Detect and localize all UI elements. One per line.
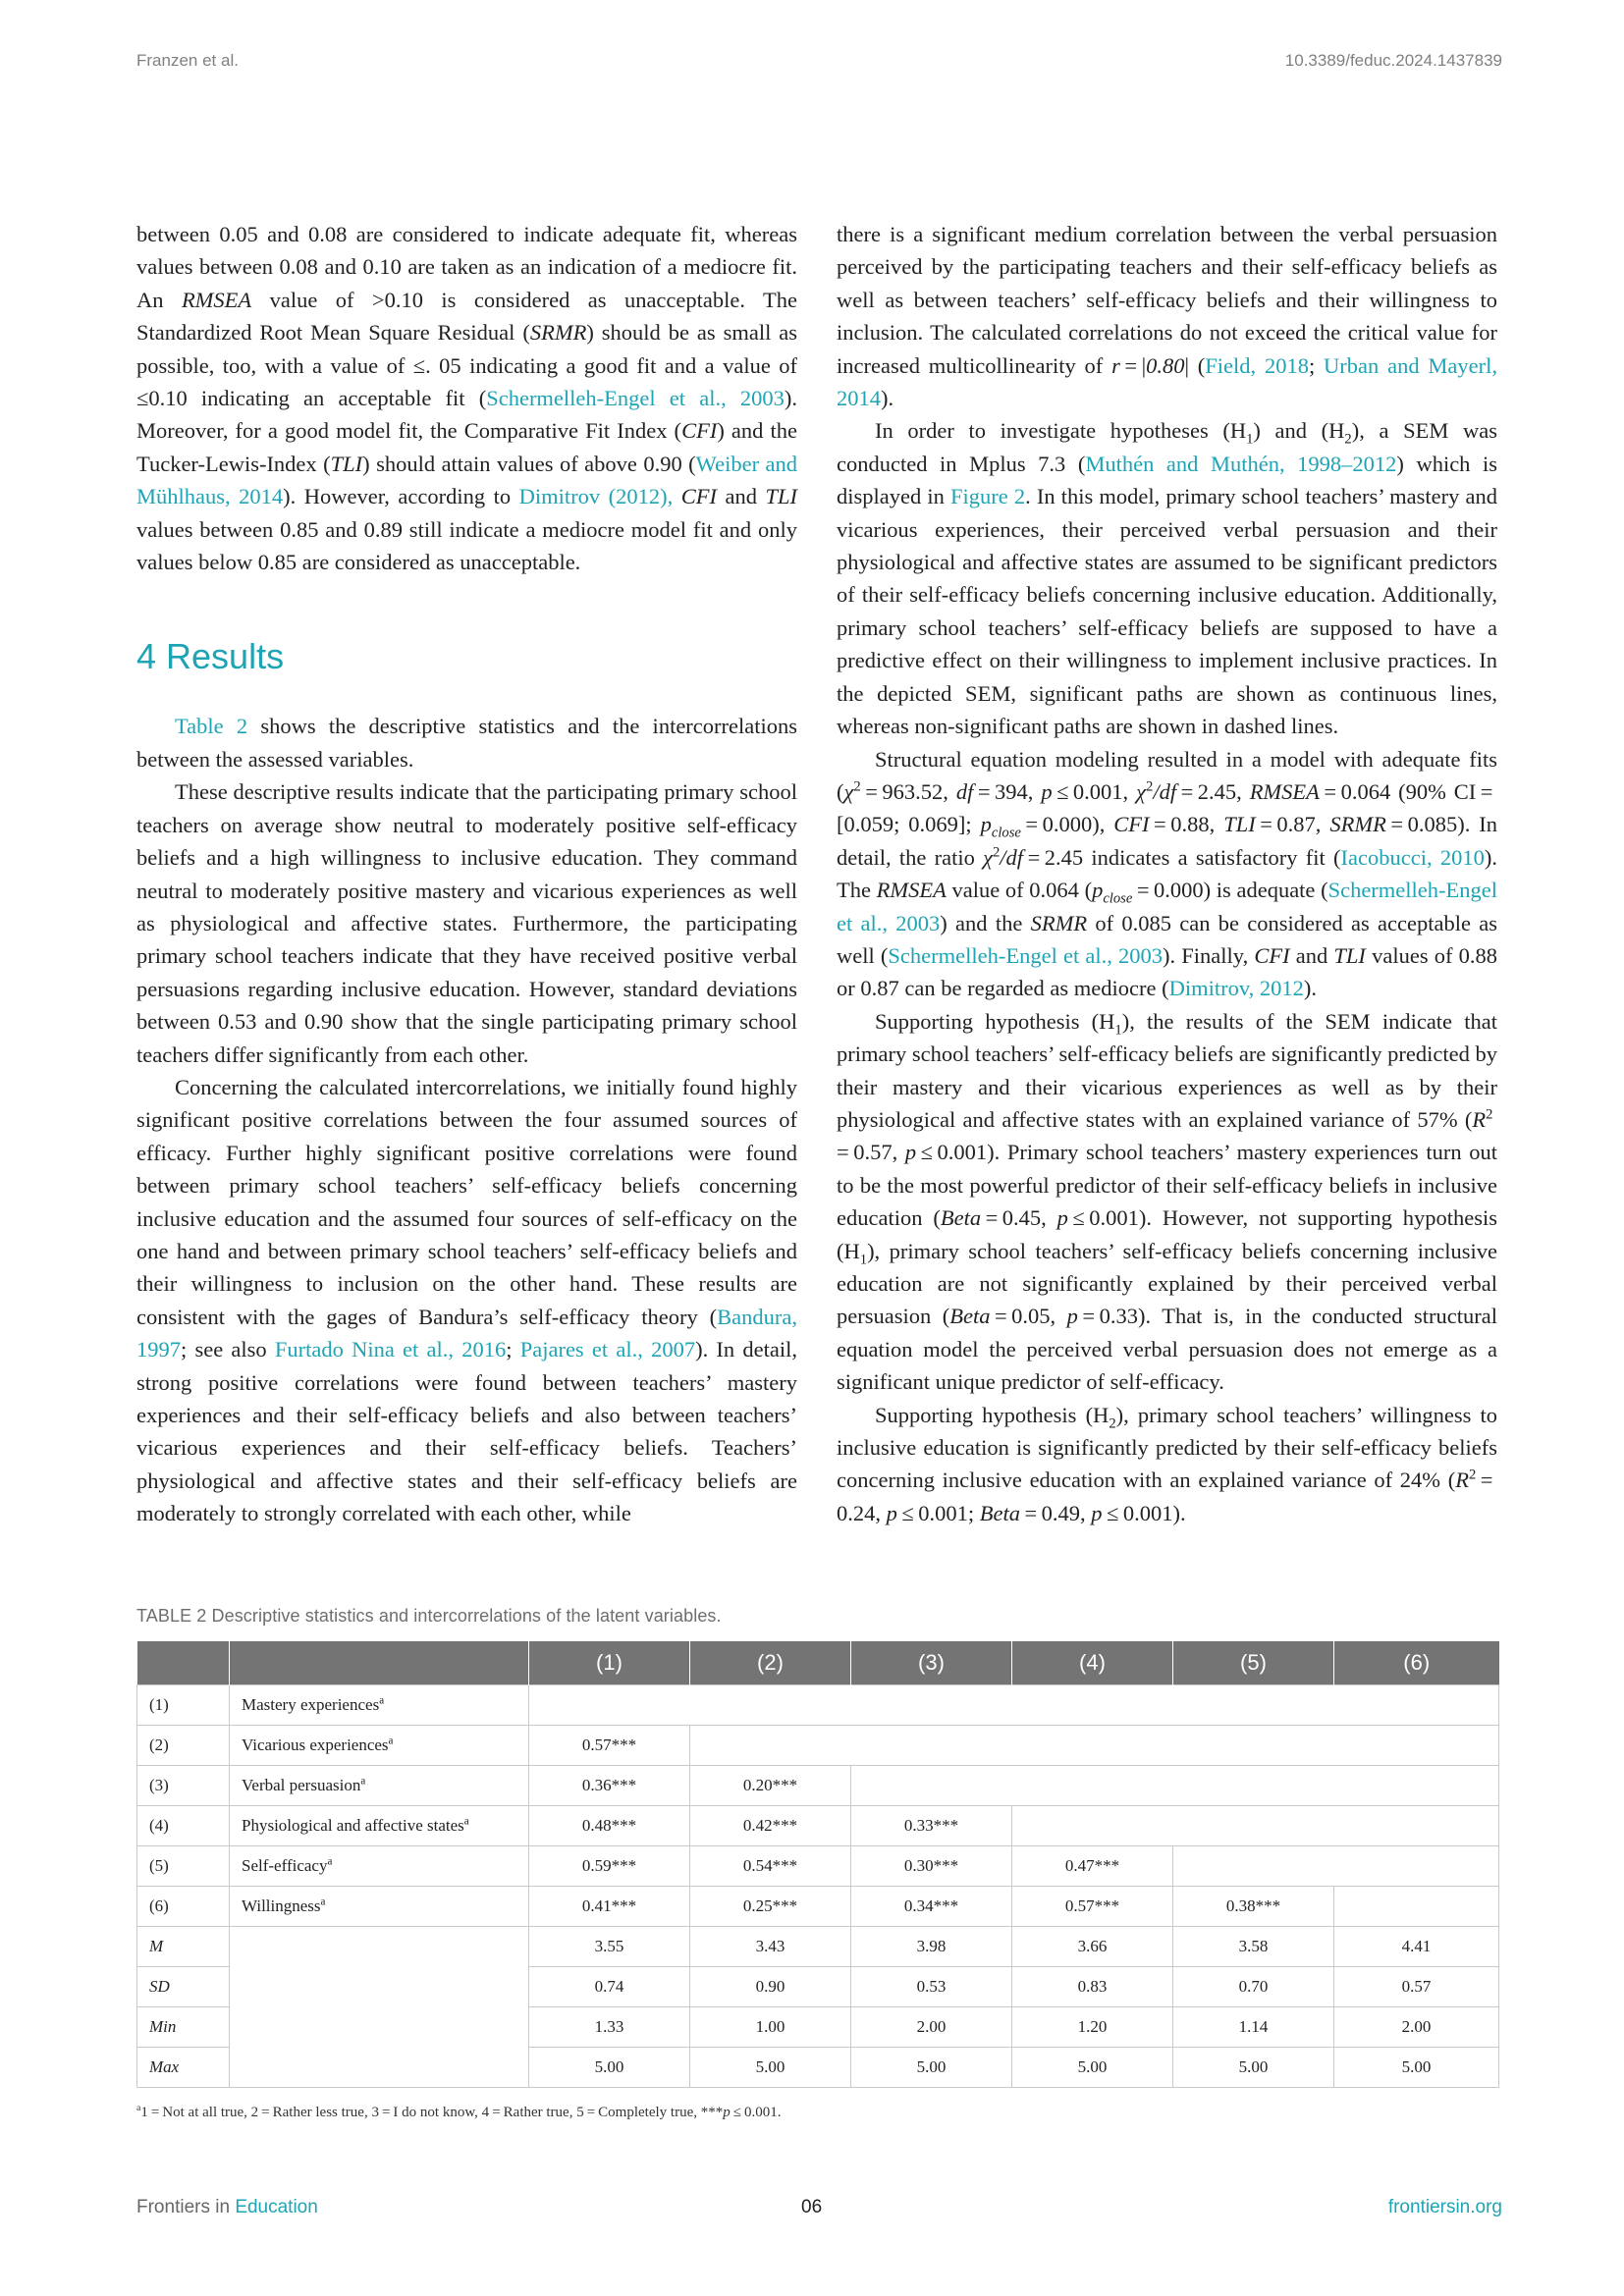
correlation-cell: 0.57*** (1012, 1887, 1173, 1927)
journal-link[interactable]: Education (235, 2197, 318, 2217)
row-number: (6) (137, 1887, 230, 1927)
paragraph: Concerning the calculated intercorrelations, we initially found highly significant positive correlations between the four assumed sources of efficacy. Further highly significant positive correlations were found between primary school teachers’ self-efficacy beliefs concerning inclusive education and the assumed four sources of self-efficacy on the one hand and between primary school teachers’ self-efficacy beliefs and their willingness to inclusion on the other hand. These results are consistent with the gages of Bandura’s self-efficacy theory (Bandura, 1997; see also Furtado Nina et al., 2016; Pajares et al., 2007). In detail, strong positive correlations were found between teachers’ mastery experiences and their self-efficacy beliefs and also between teachers’ vicarious experiences and their self-efficacy beliefs. Teachers’ physiological and affective states and their self-efficacy beliefs are moderately to strongly correlated with each other, while (136, 1074, 797, 1526)
stat-cell: 0.57 (1334, 1967, 1499, 2007)
paragraph: Table 2 shows the descriptive statistics and the intercorrelations between the assessed variables. (136, 714, 797, 772)
citation-link[interactable]: Furtado Nina et al., 2016 (274, 1337, 507, 1362)
table-header-cell: (5) (1173, 1641, 1334, 1685)
figure-reference-link[interactable]: Figure 2 (949, 484, 1026, 509)
table-row (137, 1927, 1499, 1967)
table-header-cell: (6) (1334, 1641, 1499, 1685)
stat-cell: 5.00 (1012, 2048, 1173, 2088)
paragraph: between 0.05 and 0.08 are considered to indicate adequate fit, whereas values between 0.08 and 0.10 are taken as an indication of a mediocre fit. An RMSEA value of >0.10 is considered as unacceptable. The Standardized Root Mean Square Residual (SRMR) should be as small as possible, too, with a value of ≤. 05 indicating a good fit and a value of ≤0.10 indicating an acceptable fit (Schermelleh-Engel et al., 2003). Moreover, for a good model fit, the Comparative Fit Index (CFI) and the Tucker-Lewis-Index (TLI) should attain values of above 0.90 (Weiber and Mühlhaus, 2014). However, according to Dimitrov (2012), CFI and TLI values between 0.85 and 0.89 still indicate a mediocre model fit and only values below 0.85 are considered as unacceptable. (136, 222, 798, 575)
stat-cell: 2.00 (1334, 2007, 1499, 2048)
stat-cell: 5.00 (529, 2048, 690, 2088)
stat-cell: 1.33 (529, 2007, 690, 2048)
stat-cell: 3.43 (690, 1927, 851, 1967)
row-number: (5) (137, 1846, 230, 1887)
stat-label: Min (137, 2007, 230, 2048)
empty-cell (1334, 1887, 1499, 1927)
section-heading: 4 Results (136, 636, 285, 677)
stat-cell: 4.41 (1334, 1927, 1499, 1967)
stat-cell: 0.70 (1173, 1967, 1334, 2007)
stat-cell: 5.00 (690, 2048, 851, 2088)
row-label: Mastery experiences$^a$ (230, 1685, 529, 1726)
paragraph: In order to investigate hypotheses $(H_1)$ and $(H_2)$, a SEM was conducted in Mplus 7.3 (Muthén and Muthén, 1998–2012) which is displayed in Figure 2. In this model, primary school teachers’ mastery and vicarious experiences, their perceived verbal persuasion and their physiological and affective states are assumed to be significant predictors of their self-efficacy beliefs concerning inclusive education. Additionally, primary school teachers’ self-efficacy beliefs are supposed to have a predictive effect on their willingness to implement inclusive practices. In the depicted SEM, significant paths are shown as continuous lines, whereas non-significant paths are shown in dashed lines. (837, 418, 1498, 739)
page-number: 06 (801, 2197, 823, 2217)
correlation-cell: 0.36*** (529, 1766, 690, 1806)
site-link[interactable]: frontiersin.org (1387, 2197, 1502, 2217)
stat-cell: 5.00 (1334, 2048, 1499, 2088)
paragraph: Structural equation modeling resulted in a model with adequate fits ($\chi^2 = 963.52$, df = 394, p ≤ 0.001, $\chi^2/df = 2.45$, RMSEA = 0.064 (90% CI = [0.059; 0.069]; $p_{close} = 0.000$), CFI = 0.88, TLI = 0.87, SRMR = 0.085). In detail, the ratio $\chi^2/df = 2.45$ indicates a satisfactory fit (Iacobucci, 2010). The RMSEA value of 0.064 $(p_{close} = 0.000)$ is adequate (Schermelleh-Engel et al., 2003) and the SRMR of 0.085 can be considered as acceptable as well (Schermelleh-Engel et al., 2003). Finally, CFI and TLI values of 0.88 or 0.87 can be regarded as mediocre (Dimitrov, 2012). (837, 746, 1498, 1001)
empty-cell (529, 1685, 1499, 1726)
row-label: Willingness$^a$ (230, 1887, 529, 1927)
table-row (137, 1887, 1499, 1927)
row-label: Self-efficacy$^a$ (230, 1846, 529, 1887)
row-label: Physiological and affective states$^a$ (230, 1806, 529, 1846)
stat-cell: 2.00 (851, 2007, 1012, 2048)
table-reference-link[interactable]: Table 2 (175, 714, 248, 739)
correlation-cell: 0.34*** (851, 1887, 1012, 1927)
table-header-cell: (3) (851, 1641, 1012, 1685)
correlation-cell: 0.33*** (851, 1806, 1012, 1846)
table-row (137, 1685, 1499, 1726)
citation-link[interactable]: Schermelleh-Engel et al., 2003 (888, 942, 1164, 968)
correlation-cell: 0.25*** (690, 1887, 851, 1927)
stat-cell: 3.66 (1012, 1927, 1173, 1967)
stat-cell: 0.90 (690, 1967, 851, 2007)
correlation-cell: 0.59*** (529, 1846, 690, 1887)
paragraph: These descriptive results indicate that the participating primary school teachers on average show neutral to moderately positive self-efficacy beliefs and a high willingness to inclusive education. They command neutral to moderately positive mastery and vicarious experiences as well as physiological and affective states. Furthermore, the participating primary school teachers indicate that they have received positive verbal persuasions regarding inclusive education. However, standard deviations between 0.53 and 0.90 show that the single participating primary school teachers differ significantly from each other. (136, 779, 797, 1067)
row-number: (1) (137, 1685, 230, 1726)
citation-link[interactable]: Bandura, 1997 (136, 1304, 797, 1362)
table-header-cell: (1) (529, 1641, 690, 1685)
stat-cell: 0.74 (529, 1967, 690, 2007)
correlation-cell: 0.42*** (690, 1806, 851, 1846)
table-header-cell (137, 1641, 230, 1685)
correlation-cell: 0.48*** (529, 1806, 690, 1846)
paragraph: there is a significant medium correlation between the verbal persuasion perceived by the participating teachers and their self-efficacy beliefs as well as between teachers’ self-efficacy beliefs and their willingness to inclusion. The calculated correlations do not exceed the critical value for increased multicollinearity of r = |0.80| (Field, 2018; Urban and Mayerl, 2014). (837, 222, 1497, 411)
citation-link[interactable]: Field, 2018 (1205, 352, 1309, 378)
table-row (137, 1846, 1499, 1887)
table-row (137, 1806, 1499, 1846)
correlation-cell: 0.38*** (1173, 1887, 1334, 1927)
descriptive-statistics-table (136, 1641, 1499, 2088)
citation-link[interactable]: Muthén and Muthén, 1998–2012 (1085, 451, 1397, 476)
empty-cell (851, 1766, 1499, 1806)
table-header-cell (230, 1641, 529, 1685)
stat-cell: 1.20 (1012, 2007, 1173, 2048)
stat-cell: 3.58 (1173, 1927, 1334, 1967)
correlation-cell: 0.47*** (1012, 1846, 1173, 1887)
table-caption: TABLE 2 Descriptive statistics and intercorrelations of the latent variables. (136, 1606, 722, 1626)
empty-cell (690, 1726, 1499, 1766)
stat-cell: 0.83 (1012, 1967, 1173, 2007)
running-header-doi: 10.3389/feduc.2024.1437839 (1284, 51, 1502, 70)
table-header-cell: (2) (690, 1641, 851, 1685)
citation-link[interactable]: Urban and Mayerl, 2014 (837, 352, 1497, 411)
correlation-cell: 0.20*** (690, 1766, 851, 1806)
correlation-cell: 0.41*** (529, 1887, 690, 1927)
row-label: Verbal persuasion$^a$ (230, 1766, 529, 1806)
paragraph: Supporting hypothesis $(H_2)$, primary school teachers’ willingness to inclusive education is significantly predicted by their self-efficacy beliefs concerning inclusive education with an explained variance of 24% ($R^2 = 0.24$, p ≤ 0.001; Beta = 0.49, p ≤ 0.001). (837, 1402, 1497, 1525)
footer-journal: Frontiers in Education (136, 2197, 318, 2217)
citation-link[interactable]: Dimitrov, 2012 (1168, 976, 1304, 1001)
stat-label: Max (137, 2048, 230, 2088)
stat-cell: 1.14 (1173, 2007, 1334, 2048)
citation-link[interactable]: Pajares et al., 2007 (519, 1337, 696, 1362)
empty-cell (1173, 1846, 1499, 1887)
citation-link[interactable]: Dimitrov (2012), (518, 484, 674, 509)
stat-cell: 5.00 (851, 2048, 1012, 2088)
left-column (136, 218, 797, 1530)
table-row (137, 1766, 1499, 1806)
paragraph: Supporting hypothesis $(H_1)$, the results of the SEM indicate that primary school teachers’ self-efficacy beliefs are significantly predicted by their mastery and their vicarious experiences as well as by their physiological and affective states with an explained variance of 57% ($R^2 = 0.57$, p ≤ 0.001). Primary school teachers’ mastery experiences turn out to be the most powerful predictor of their self-efficacy beliefs in inclusive education (Beta = 0.45, p ≤ 0.001). However, not supporting hypothesis $(H_1)$, primary school teachers’ self-efficacy beliefs concerning inclusive education are not significantly explained by their perceived verbal persuasion (Beta = 0.05, p = 0.33). That is, in the conducted structural equation model the perceived verbal persuasion does not emerge as a significant unique predictor of self-efficacy. (837, 1008, 1497, 1395)
correlation-cell: 0.54*** (690, 1846, 851, 1887)
citation-link[interactable]: Schermelleh-Engel et al., 2003 (486, 386, 785, 411)
correlation-cell: 0.30*** (851, 1846, 1012, 1887)
right-column (837, 218, 1497, 1529)
stat-cell: 0.53 (851, 1967, 1012, 2007)
row-number: (3) (137, 1766, 230, 1806)
citation-link[interactable]: Weiber and Mühlhaus, 2014 (136, 451, 798, 509)
citation-link[interactable]: Iacobucci, 2010 (1340, 844, 1485, 870)
stat-spacer (230, 1927, 529, 2088)
table-footnote: $^a$1 = Not at all true, 2 = Rather less true, 3 = I do not know, 4 = Rather true, 5 = Completely true, ***p ≤ 0.001. (136, 2103, 782, 2120)
empty-cell (1012, 1806, 1499, 1846)
stat-cell: 1.00 (690, 2007, 851, 2048)
row-number: (2) (137, 1726, 230, 1766)
correlation-cell: 0.57*** (529, 1726, 690, 1766)
running-header-authors: Franzen et al. (136, 51, 239, 70)
table-header-cell: (4) (1012, 1641, 1173, 1685)
stat-cell: 3.55 (529, 1927, 690, 1967)
stat-label: SD (137, 1967, 230, 2007)
stat-cell: 3.98 (851, 1927, 1012, 1967)
stat-cell: 5.00 (1173, 2048, 1334, 2088)
row-label: Vicarious experiences$^a$ (230, 1726, 529, 1766)
citation-link[interactable]: Schermelleh-Engel et al., 2003 (837, 878, 1497, 935)
row-number: (4) (137, 1806, 230, 1846)
table-header-row (137, 1641, 1499, 1685)
stat-label: M (137, 1927, 230, 1967)
table-row (137, 1726, 1499, 1766)
